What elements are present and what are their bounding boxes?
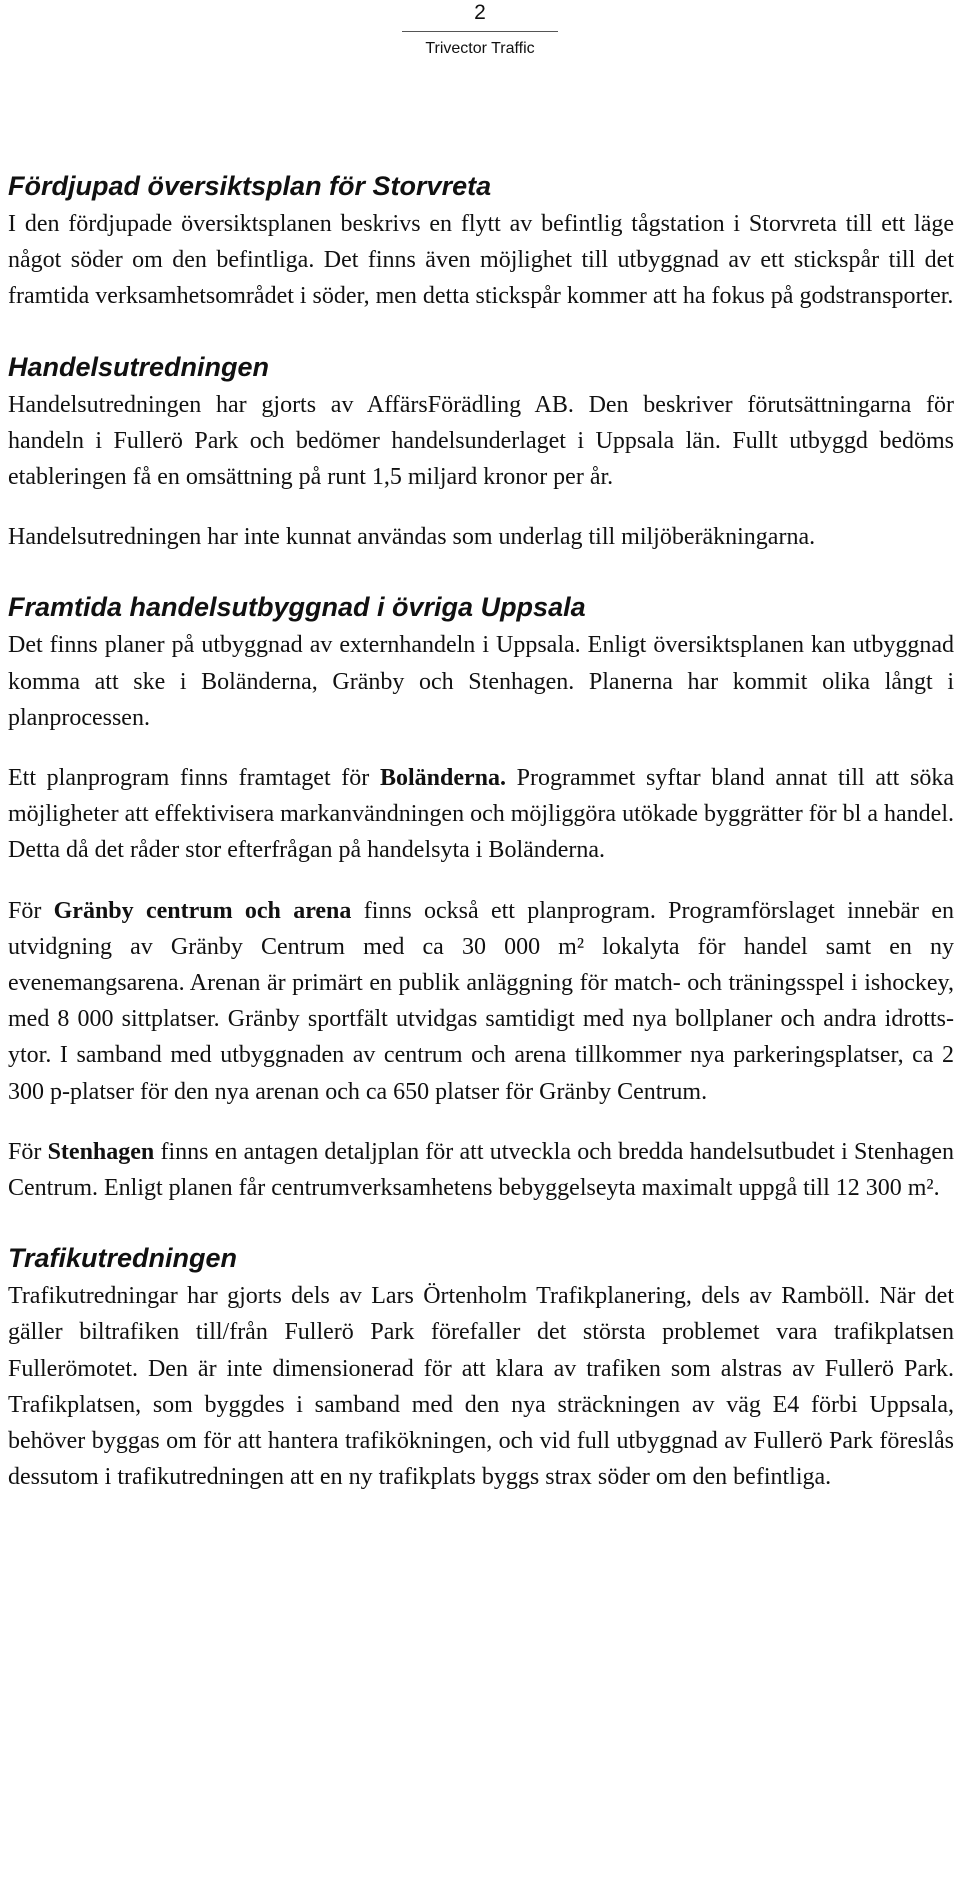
section-storvreta [8,168,954,315]
paragraph: Det finns planer på utbyggnad av externhandeln i Uppsala. Enligt översiktsplanen kan utbyggnad komma att ske i Boländerna, Gränby och Stenhagen. Planerna har kommit olika långt i planprocessen. [8,632,954,731]
highlight-text: Gränby centrum och arena [53,897,352,924]
section-spacer [8,1206,954,1240]
document-body [8,168,954,1495]
paragraph: Handelsutredningen har gjorts av AffärsFörädling AB. Den beskriver förutsättningarna för handeln i Fullerö Park och bedömer handelsunderlaget i Uppsala län. Fullt utbyggd bedöms etableringen få en omsättning på runt 1,5 miljard kronor per år. [8,391,954,491]
text-run: Programmet syftar bland annat till att söka möjligheter att effektivisera markanvändningen och möjliggöra utökade byggrätter för bl a handel. Detta då det råder stor efterfrågan på handelsyta i Boländerna. [8,765,954,864]
highlight-text: Stenhagen [47,1138,155,1165]
section-heading: Handelsutredningen [8,351,270,382]
paragraph-spacer [8,1110,954,1134]
section-heading: Trafikutredningen [8,1243,238,1274]
paragraph: Handelsutredningen har inte kunnat användas som underlag till miljöberäkningarna. [8,524,816,551]
text-run: finns en antagen detaljplan för att utveckla och bredda handelsutbudet i Stenhagen Centrum. Enligt planen får centrumverksamhetens bebyggelseyta maximalt uppgå till 12 300 m². [8,1138,955,1202]
section-heading: Framtida handelsutbyggnad i övriga Uppsala [8,592,586,623]
text-run: För [8,897,54,924]
header-company-name: Trivector Traffic [425,40,535,57]
page-number: 2 [474,1,486,24]
section-spacer [8,555,954,589]
header-divider [402,31,558,32]
highlight-text: Boländerna. [379,765,506,792]
paragraph-granby [8,893,954,1110]
paragraph-spacer [8,736,954,760]
text-run: För [8,1138,48,1165]
section-spacer [8,315,954,349]
text-run: finns också ett planprogram. Programförslaget innebär en utvidgning av Gränby Centrum med ca 30 000 m² lokalyta för handel samt en ny evenemangsarena. Arenan är primärt en publik anläggning för match- och träningsspel i ishockey, med 8 000 sittplatser. Gränby sportfält utvidgas samtidigt med nya bollplaner och andra idrottsytor. I samband med utbyggnaden av centrum och arena tillkommer nya parkeringsplatser, ca 2 300 p-platser för den nya arenan och ca 650 platser för Gränby Centrum. [8,897,955,1105]
paragraph: Trafikutredningar har gjorts dels av Lars Örtenholm Trafikplanering, dels av Ramböll. När det gäller biltrafiken till/från Fullerö Park förefaller det största problemet vara trafikplatsen Fullerömotet. Den är inte dimensionerad för att klara av trafiken som alstras av Fullerö Park. Trafikplatsen, som byggdes i samband med den nya sträckningen av väg E4 förbi Uppsala, behöver byggas om för att hantera trafikökningen, och vid full utbyggnad av Fullerö Park föreslås dessutom i trafikutredningen att en ny trafikplats byggs strax söder om den befintliga. [8,1283,954,1491]
paragraph-bolanderna [8,760,954,869]
paragraph-spacer [8,869,954,893]
section-framtida-handelsutbyggnad [8,589,954,1206]
paragraph-stenhagen [8,1134,954,1206]
section-trafikutredningen [8,1240,954,1495]
paragraph: I den fördjupade översiktsplanen beskrivs en flytt av befintlig tågstation i Storvreta till ett läge något söder om den befintliga. Det finns även möjlighet till utbyggnad av ett stickspår till det framtida verksamhetsområdet i söder, men detta stickspår kommer att ha fokus på godstransporter. [8,211,954,310]
text-run: Ett planprogram finns framtaget för [8,765,380,792]
section-handelsutredningen [8,349,954,556]
paragraph-spacer [8,495,954,519]
section-heading: Fördjupad översiktsplan för Storvreta [8,171,492,201]
page-header [0,0,960,60]
